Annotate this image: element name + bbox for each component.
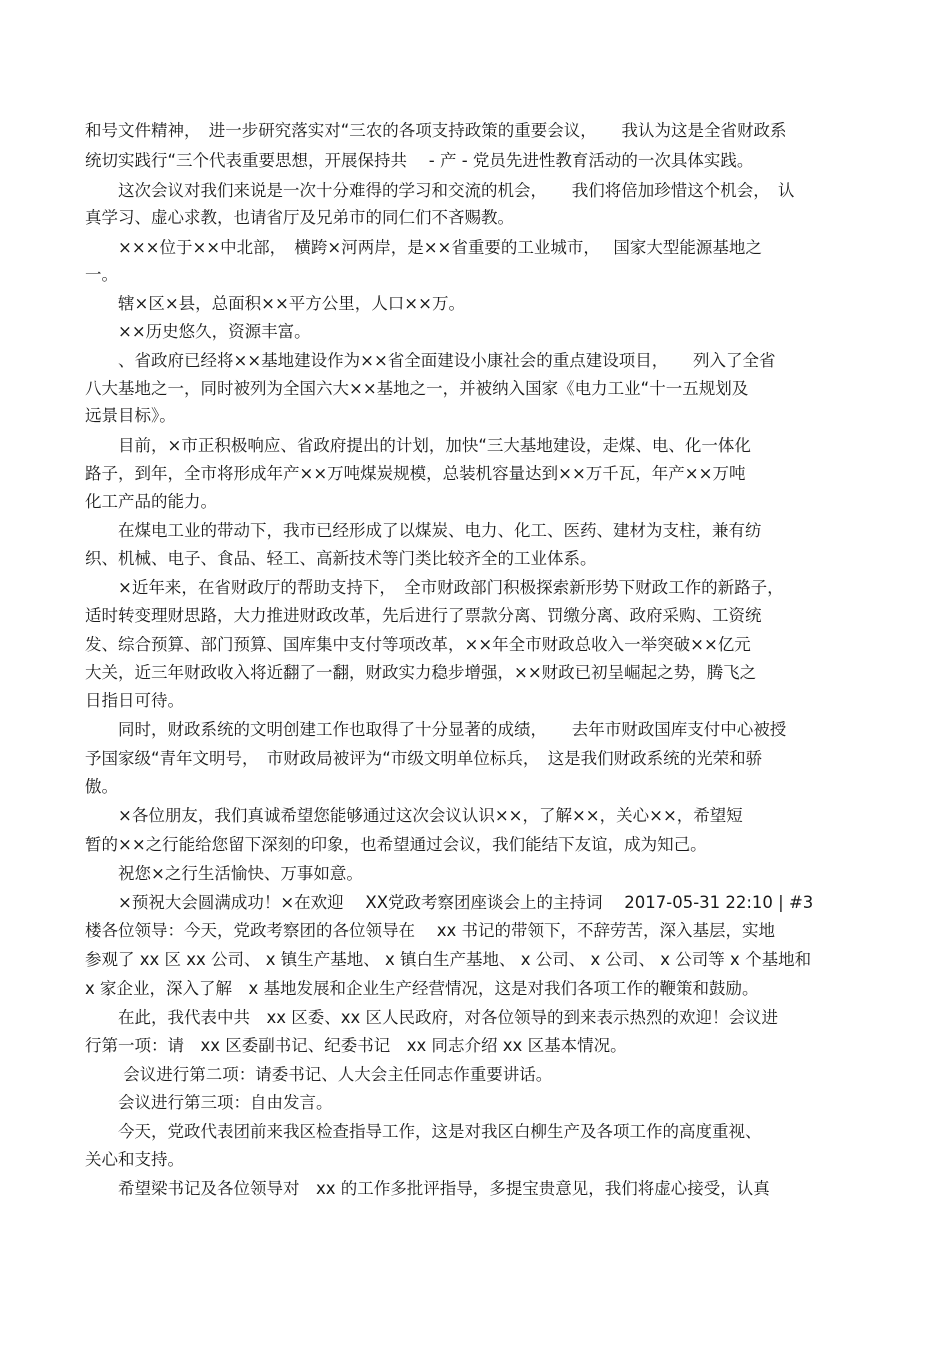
text-line: 暂的××之行能给您留下深刻的印象，也希望通过会议，我们能结下友谊，成为知己。 <box>85 835 707 854</box>
text-line: 在煤电工业的带动下，我市已经形成了以煤炭、电力、化工、医药、建材为支柱，兼有纺 <box>85 521 762 540</box>
text-line: 发、综合预算、部门预算、国库集中支付等项改革，××年全市财政总收入一举突破××亿元 <box>85 635 751 654</box>
text-line: 统切实践行“三个代表重要思想，开展保持共 - 产 - 党员先进性教育活动的一次具体实践。 <box>85 151 754 170</box>
text-line: 远景目标》。 <box>85 406 176 425</box>
text-line: ×预祝大会圆满成功！×在欢迎 XX党政考察团座谈会上的主持词 2017-05-31 22:10 | #3 <box>85 893 814 912</box>
text-line: 参观了 xx 区 xx 公司、 x 镇生产基地、 x 镇白生产基地、 x 公司、 x 公司、 x 公司等 x 个基地和 <box>85 950 812 969</box>
text-line: 化工产品的能力。 <box>85 492 217 511</box>
text-line: ×各位朋友，我们真诚希望您能够通过这次会议认识××，了解××，关心××，希望短 <box>85 806 743 825</box>
text-line: 希望梁书记及各位领导对 xx 的工作多批评指导，多提宝贵意见，我们将虚心接受，认真 <box>85 1179 770 1198</box>
text-line: 会议进行第二项：请委书记、人大会主任同志作重要讲话。 <box>85 1065 553 1084</box>
text-line: 关心和支持。 <box>85 1150 184 1169</box>
text-line: 、省政府已经将××基地建设作为××省全面建设小康社会的重点建设项目， 列入了全省 <box>85 351 776 370</box>
text-line: 适时转变理财思路，大力推进财政改革，先后进行了票款分离、罚缴分离、政府采购、工资统 <box>85 606 762 625</box>
text-line: 傲。 <box>85 777 118 796</box>
text-line: 真学习、虚心求教，也请省厅及兄弟市的同仁们不吝赐教。 <box>85 208 514 227</box>
text-line: 行第一项：请 xx 区委副书记、纪委书记 xx 同志介绍 xx 区基本情况。 <box>85 1036 627 1055</box>
text-line: 予国家级“青年文明号， 市财政局被评为“市级文明单位标兵， 这是我们财政系统的光荣和骄 <box>85 749 763 768</box>
text-line: 八大基地之一，同时被列为全国六大××基地之一，并被纳入国家《电力工业“十一五规划及 <box>85 379 749 398</box>
text-line: 大关，近三年财政收入将近翻了一翻，财政实力稳步增强，××财政已初呈崛起之势，腾飞之 <box>85 663 757 682</box>
text-line: 这次会议对我们来说是一次十分难得的学习和交流的机会， 我们将倍加珍惜这个机会， 认 <box>85 181 795 200</box>
text-line: 会议进行第三项：自由发言。 <box>85 1093 333 1112</box>
text-line: 路子，到年，全市将形成年产××万吨煤炭规模，总装机容量达到××万千瓦，年产××万吨 <box>85 464 746 483</box>
text-line: ××历史悠久，资源丰富。 <box>85 322 311 341</box>
text-line: 和号文件精神， 进一步研究落实对“三农的各项支持政策的重要会议， 我认为这是全省财政系 <box>85 121 787 140</box>
text-line: 目前，×市正积极响应、省政府提出的计划，加快“三大基地建设，走煤、电、化一体化 <box>85 436 751 455</box>
text-line: 织、机械、电子、食品、轻工、高新技术等门类比较齐全的工业体系。 <box>85 549 597 568</box>
text-line: x 家企业，深入了解 x 基地发展和企业生产经营情况，这是对我们各项工作的鞭策和鼓励。 <box>85 979 759 998</box>
text-line: 今天，党政代表团前来我区检查指导工作，这是对我区白柳生产及各项工作的高度重视、 <box>85 1122 762 1141</box>
text-line: ×近年来，在省财政厅的帮助支持下， 全市财政部门积极探索新形势下财政工作的新路子， <box>85 578 784 597</box>
text-line: ×××位于××中北部， 横跨×河两岸，是××省重要的工业城市， 国家大型能源基地之 <box>85 238 762 257</box>
text-line: 祝您×之行生活愉快、万事如意。 <box>85 864 363 883</box>
text-line: 同时，财政系统的文明创建工作也取得了十分显著的成绩， 去年市财政国库支付中心被授 <box>85 720 787 739</box>
text-line: 楼各位领导：今天，党政考察团的各位领导在 xx 书记的带领下，不辞劳苦，深入基层，实地 <box>85 921 776 940</box>
text-line: 辖×区×县，总面积××平方公里，人口××万。 <box>85 294 465 313</box>
text-line: 日指日可待。 <box>85 691 184 710</box>
text-line: 在此，我代表中共 xx 区委、xx 区人民政府，对各位领导的到来表示热烈的欢迎！会议进 <box>85 1008 779 1027</box>
text-line: 一。 <box>85 265 118 284</box>
